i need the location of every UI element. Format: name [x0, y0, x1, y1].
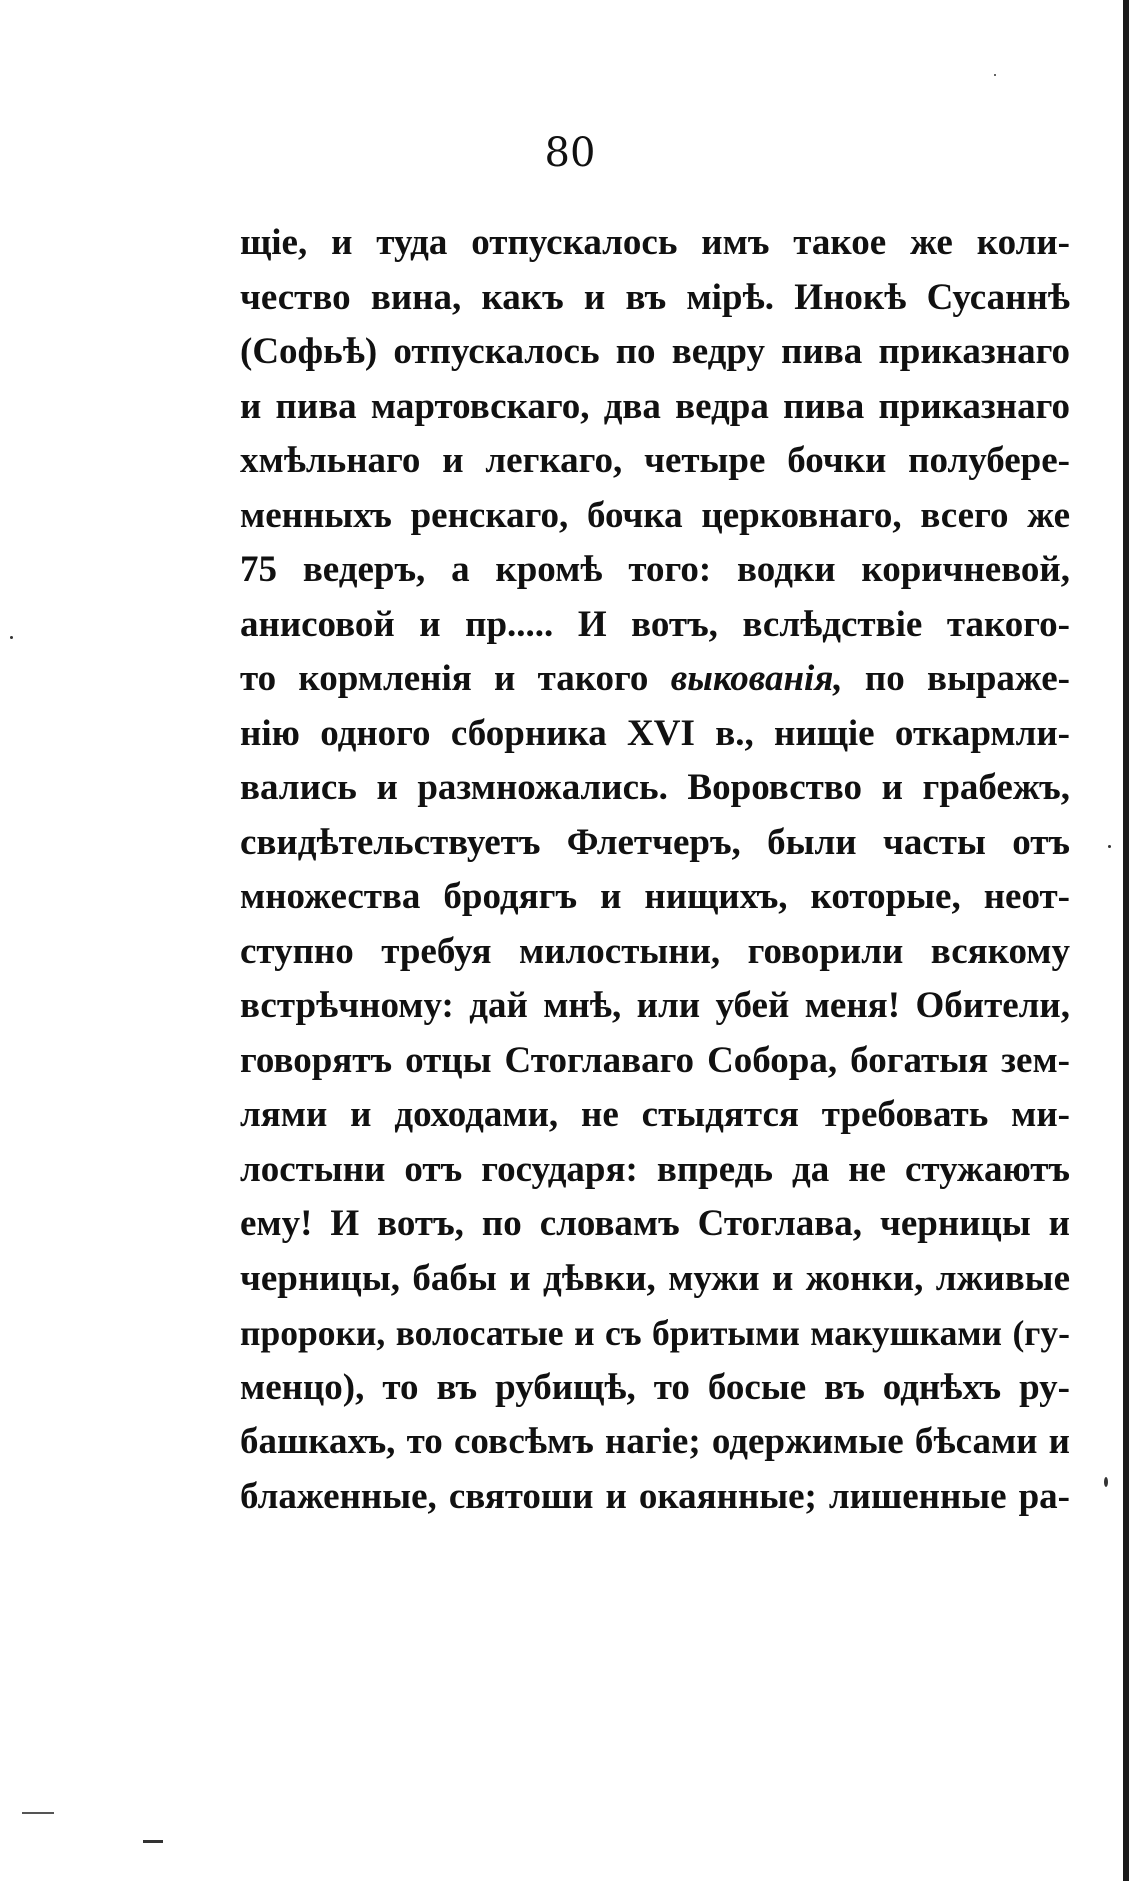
- right-edge-rule: [1123, 0, 1129, 1881]
- text-line-mixed: [240, 652, 1070, 707]
- text-line: свидѣтельствуетъ Флетчеръ, были часты отъ: [240, 821, 1070, 863]
- text-line: менныхъ ренскаго, бочка церковнаго, всего же: [240, 494, 1070, 536]
- text-line: множества бродягъ и нищихъ, которые, неот-: [240, 876, 1070, 917]
- text-line: черницы, бабы и дѣвки, мужи и жонки, лживые: [240, 1257, 1070, 1299]
- text-line: чество вина, какъ и въ мірѣ. Инокѣ Сусаннѣ: [240, 276, 1070, 318]
- text-line: 75 ведеръ, а кромѣ того: водки коричневой,: [240, 549, 1070, 590]
- text-line: говорятъ отцы Стоглаваго Собора, богатыя зем-: [240, 1039, 1070, 1081]
- left-margin-dash: [143, 1840, 163, 1843]
- speck: [1104, 1477, 1108, 1487]
- text-line: хмѣльнаго и легкаго, четыре бочки полубере-: [240, 440, 1070, 481]
- text-line: лостыни отъ государя: впредь да не стужаютъ: [240, 1148, 1070, 1190]
- speck: [1108, 845, 1111, 848]
- text-line: встрѣчному: дай мнѣ, или убей меня! Обители,: [240, 985, 1070, 1026]
- body-text: [240, 216, 1070, 1524]
- text-line: щіе, и туда отпускалось имъ такое же коли-: [240, 222, 1070, 263]
- speck: [994, 74, 996, 76]
- text-line: анисовой и пр..... И вотъ, вслѣдствіе такого-: [240, 603, 1070, 645]
- text-line: лями и доходами, не стыдятся требовать ми-: [240, 1094, 1070, 1135]
- text-line: (Софьѣ) отпускалось по ведру пива приказнаго: [240, 331, 1070, 372]
- left-margin-dash: [22, 1812, 54, 1814]
- speck: [10, 636, 13, 639]
- text-line: ему! И вотъ, по словамъ Стоглава, черницы и: [240, 1203, 1070, 1244]
- page-number: 80: [544, 130, 596, 176]
- text-line: ступно требуя милостыни, говорили всякому: [240, 930, 1070, 972]
- text-line: блаженные, святоши и окаянные; лишенные ра-: [240, 1475, 1070, 1517]
- text-line: пророки, волосатые и съ бритыми макушками (гу-: [240, 1313, 1070, 1353]
- text-segment: по выраже-: [864, 658, 1070, 699]
- emphasized-word: выкованія,: [670, 658, 843, 699]
- text-line: и пива мартовскаго, два ведра пива приказнаго: [240, 385, 1070, 427]
- text-segment: то кормленія и такого: [240, 658, 649, 699]
- text-line: нію одного сборника XVI в., нищіе откармли-: [240, 712, 1070, 754]
- text-line: вались и размножались. Воровство и грабежъ,: [240, 767, 1070, 808]
- text-line: башкахъ, то совсѣмъ нагіе; одержимые бѣсами и: [240, 1421, 1070, 1462]
- text-line: менцо), то въ рубищѣ, то босые въ однѣхъ ру-: [240, 1366, 1070, 1408]
